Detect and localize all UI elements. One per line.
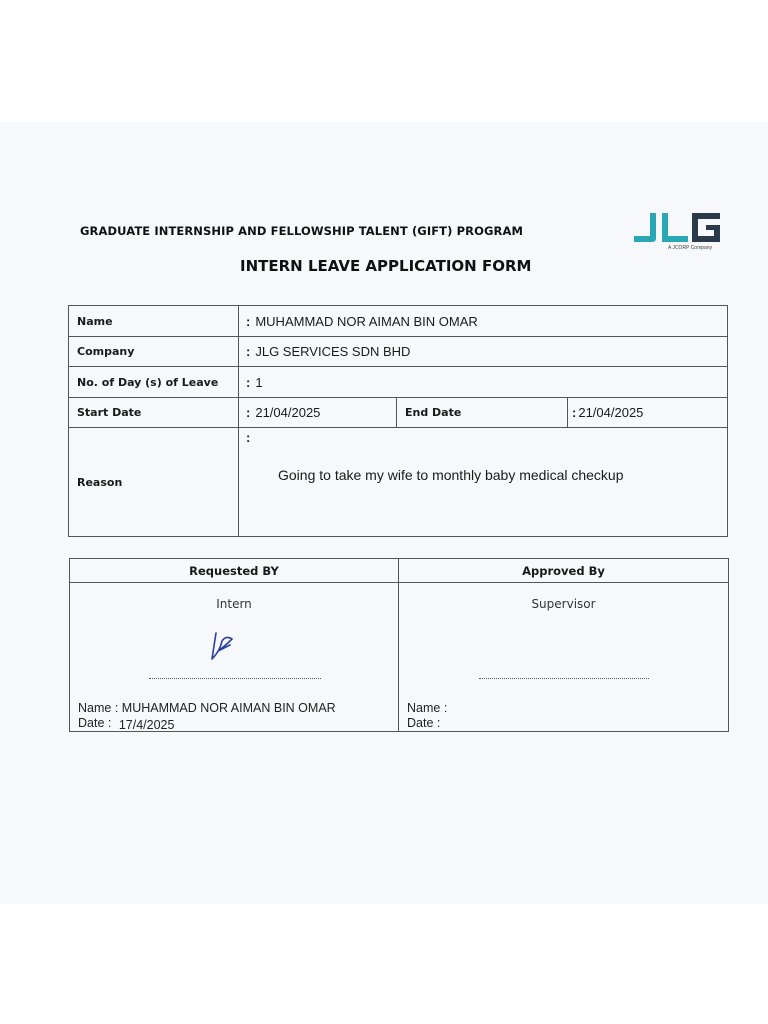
- requester-block: [70, 583, 399, 732]
- approver-signature-line: [479, 677, 649, 679]
- approver-name-label: Name :: [407, 701, 448, 715]
- approver-name-line: [407, 701, 447, 715]
- program-title: GRADUATE INTERNSHIP AND FELLOWSHIP TALENT (GIFT) PROGRAM: [80, 224, 523, 238]
- end-date-label: End Date: [397, 398, 568, 428]
- end-date-value: 21/04/2025: [578, 405, 644, 420]
- start-date-value: 21/04/2025: [255, 405, 321, 420]
- colon: :: [246, 430, 251, 445]
- days-value-cell: [239, 367, 728, 398]
- name-label: Name: [69, 306, 239, 337]
- colon: :: [572, 405, 577, 420]
- requester-date-line: [78, 716, 174, 730]
- requester-signature: [206, 629, 238, 663]
- table-row: [70, 559, 729, 583]
- signature-table: [69, 558, 729, 732]
- table-row: [69, 337, 728, 367]
- requested-by-header: Requested BY: [70, 559, 399, 583]
- name-value: MUHAMMAD NOR AIMAN BIN OMAR: [255, 313, 478, 329]
- requester-date: 17/4/2025: [118, 718, 175, 732]
- approved-by-header: Approved By: [399, 559, 729, 583]
- name-value-cell: [239, 306, 728, 337]
- end-date-cell: [568, 398, 728, 428]
- table-row: [69, 428, 728, 537]
- requester-name-label: Name :: [78, 701, 119, 715]
- table-row: [69, 306, 728, 337]
- leave-details-table: [68, 305, 728, 537]
- table-row: [70, 583, 729, 732]
- table-row: [69, 398, 728, 428]
- requester-role: Intern: [216, 597, 252, 611]
- company-value-cell: [239, 337, 728, 367]
- reason-value-cell: [239, 428, 728, 537]
- colon: :: [246, 313, 251, 329]
- table-row: [69, 367, 728, 398]
- logo-tagline: A JCORP Company: [668, 245, 713, 251]
- form-title: INTERN LEAVE APPLICATION FORM: [240, 257, 532, 275]
- requester-name: MUHAMMAD NOR AIMAN BIN OMAR: [121, 701, 336, 715]
- requester-date-label: Date :: [78, 716, 112, 730]
- approver-block: [399, 583, 729, 732]
- start-date-cell: [239, 398, 397, 428]
- requester-name-line: [78, 701, 336, 715]
- days-value: 1: [255, 374, 263, 390]
- requester-signature-line: [149, 677, 321, 679]
- reason-value: Going to take my wife to monthly baby medical checkup: [278, 467, 624, 483]
- reason-label: Reason: [69, 428, 239, 537]
- colon: :: [246, 374, 251, 390]
- start-date-label: Start Date: [69, 398, 239, 428]
- company-label: Company: [69, 337, 239, 367]
- approver-date-line: [407, 716, 440, 730]
- approver-role: Supervisor: [531, 597, 596, 611]
- colon: :: [246, 405, 251, 420]
- company-value: JLG SERVICES SDN BHD: [255, 344, 411, 359]
- approver-date-label: Date :: [407, 716, 441, 730]
- days-label: No. of Day (s) of Leave: [69, 367, 239, 398]
- colon: :: [246, 344, 251, 359]
